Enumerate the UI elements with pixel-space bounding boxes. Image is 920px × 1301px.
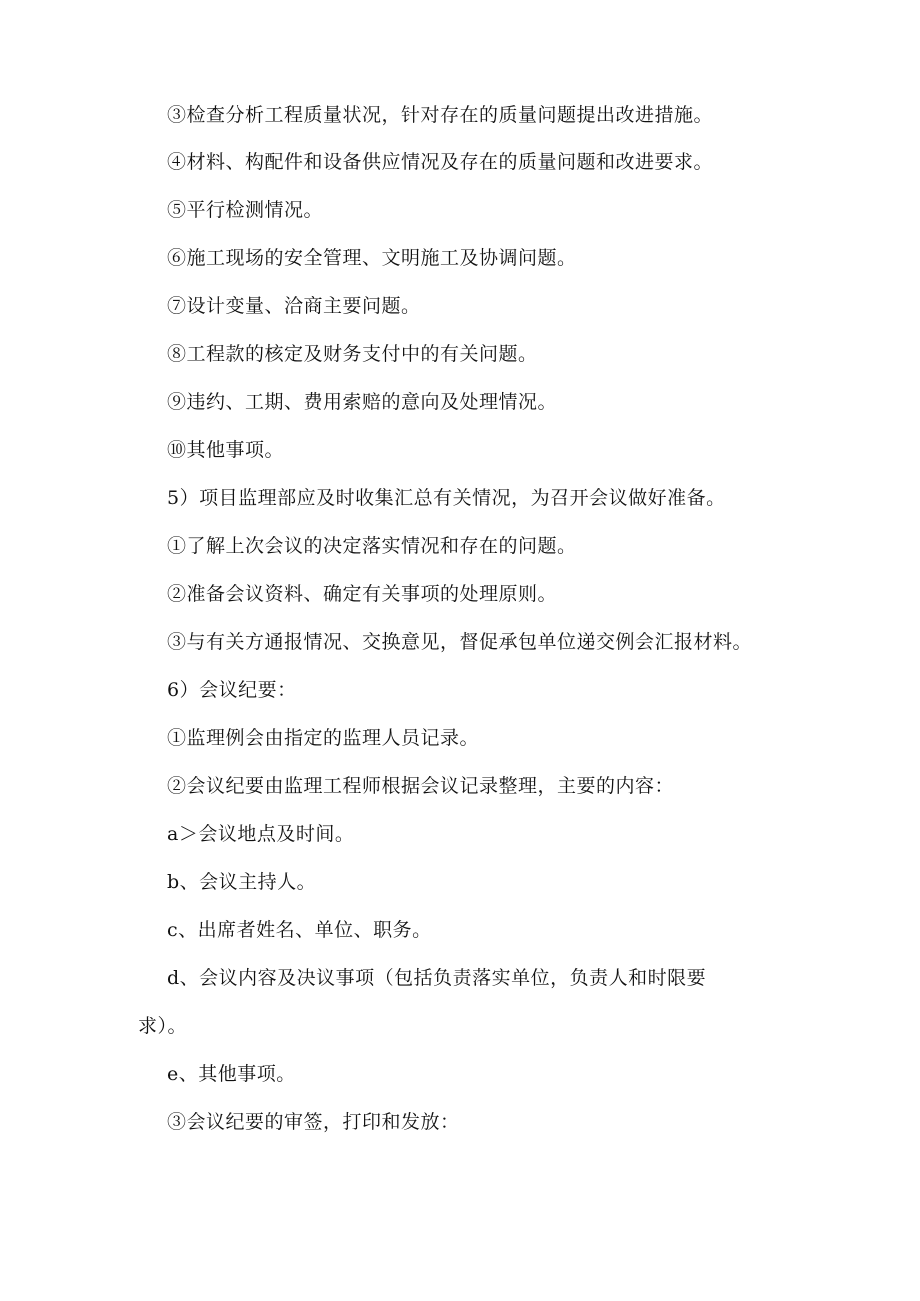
paragraph-section-5: 5）项目监理部应及时收集汇总有关情况，为召开会议做好准备。 xyxy=(167,487,726,509)
paragraph-minutes-1: ①监理例会由指定的监理人员记录。 xyxy=(167,727,480,749)
paragraph-prep-3: ③与有关方通报情况、交换意见，督促承包单位递交例会汇报材料。 xyxy=(167,631,753,653)
paragraph-item-9-claims: ⑨违约、工期、费用索赔的意向及处理情况。 xyxy=(167,391,558,413)
paragraph-minutes-a: a＞会议地点及时间。 xyxy=(167,823,355,845)
paragraph-minutes-e: e、其他事项。 xyxy=(167,1063,296,1085)
paragraph-item-3-quality: ③检查分析工程质量状况，针对存在的质量问题提出改进措施。 xyxy=(167,104,714,126)
paragraph-minutes-3: ③会议纪要的审签，打印和发放： xyxy=(167,1111,460,1133)
paragraph-minutes-b: b、会议主持人。 xyxy=(167,871,317,893)
paragraph-item-6-safety: ⑥施工现场的安全管理、文明施工及协调问题。 xyxy=(167,247,577,269)
paragraph-minutes-2: ②会议纪要由监理工程师根据会议记录整理，主要的内容： xyxy=(167,775,675,797)
paragraph-item-5-parallel-test: ⑤平行检测情况。 xyxy=(167,199,324,221)
paragraph-item-4-materials: ④材料、构配件和设备供应情况及存在的质量问题和改进要求。 xyxy=(167,151,714,173)
paragraph-item-8-payment: ⑧工程款的核定及财务支付中的有关问题。 xyxy=(167,343,538,365)
paragraph-minutes-d: d、会议内容及决议事项（包括负责落实单位，负责人和时限要 xyxy=(167,967,707,989)
paragraph-prep-1: ①了解上次会议的决定落实情况和存在的问题。 xyxy=(167,535,577,557)
paragraph-minutes-d-continued: 求）。 xyxy=(138,1015,188,1037)
paragraph-item-10-other: ⑩其他事项。 xyxy=(167,439,285,461)
paragraph-minutes-c: c、出席者姓名、单位、职务。 xyxy=(167,919,432,941)
paragraph-prep-2: ②准备会议资料、确定有关事项的处理原则。 xyxy=(167,583,558,605)
paragraph-item-7-design-change: ⑦设计变量、洽商主要问题。 xyxy=(167,295,421,317)
paragraph-section-6: 6）会议纪要： xyxy=(167,679,297,701)
